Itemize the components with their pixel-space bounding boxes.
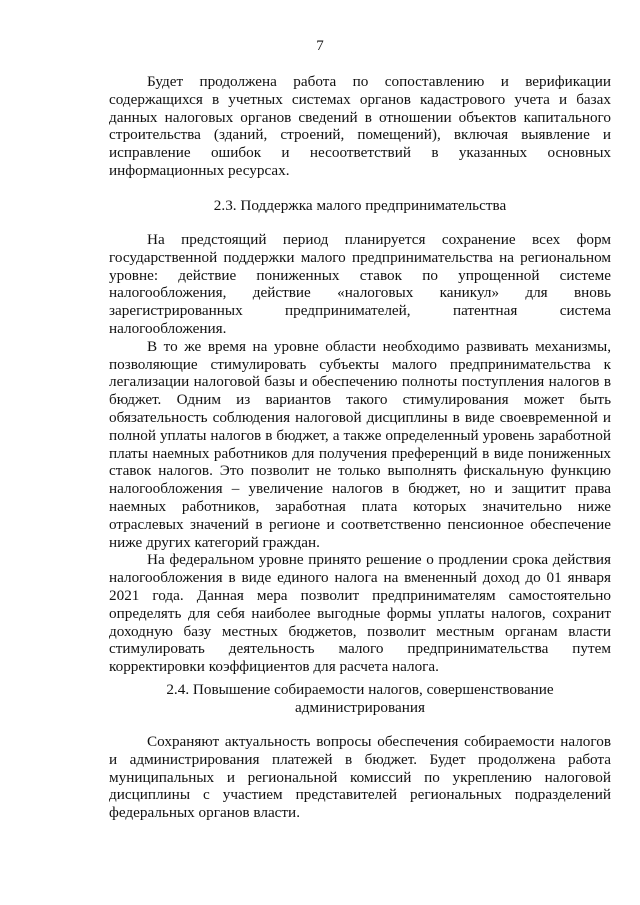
intro-text-block — [109, 73, 611, 180]
section-heading-2-4 — [109, 681, 611, 717]
paragraph: Сохраняют актуальность вопросы обеспечения собираемости налогов и администрирования платежей в бюджет. Будет продолжена работа муниципальных и региональной комиссий по укреплению налоговой дисциплины с участием представителей региональных подразделений федеральных органов власти. — [109, 733, 611, 822]
paragraph: На предстоящий период планируется сохранение всех форм государственной поддержки малого предпринимательства на региональном уровне: действие пониженных ставок по упрощенной системе налогообложения, действие «налоговых каникул» для вновь зарегистрированных предпринимателей, патентная система налогообложения. — [109, 231, 611, 337]
section-2-4-text-block — [109, 733, 611, 822]
section-heading-line: администрирования — [295, 698, 425, 716]
paragraph: На федеральном уровне принято решение о продлении срока действия налогообложения в виде единого налога на вмененный доход до 01 января 2021 года. Данная мера позволит предпринимателям самостоятельно определять для себя наиболее выгодные формы уплаты налогов, сохранит доходную базу местных бюджетов, позволит местным органам власти стимулировать деятельность малого предпринимательства путем корректировки коэффициентов для расчета налога. — [109, 551, 611, 676]
page-number: 7 — [316, 38, 324, 54]
section-heading-line: 2.4. Повышение собираемости налогов, совершенствование — [166, 681, 554, 698]
section-heading-2-3: 2.3. Поддержка малого предпринимательства — [213, 197, 507, 214]
paragraph: В то же время на уровне области необходимо развивать механизмы, позволяющие стимулировать субъекты малого предпринимательства к легализации налоговой базы и обеспечению полноты поступления налогов в бюджет. Одним из вариантов такого стимулирования может быть обязательность соблюдения налоговой дисциплины в виде своевременной и полной уплаты налогов в бюджет, а также определенный уровень заработной платы наемных работников для получения преференций в виде пониженных ставок налогов. Это позволит не только выполнять фискальную функцию налогообложения – увеличение налогов в бюджет, но и защитит права наемных работников, заработная плата которых значительно ниже отраслевых значений в регионе и соответственно пенсионное обеспечение ниже других категорий граждан. — [109, 337, 611, 551]
section-2-3-text-block — [109, 231, 611, 676]
paragraph: Будет продолжена работа по сопоставлению и верификации содержащихся в учетных системах органов кадастрового учета и базах данных налоговых органов сведений в отношении объектов капитального строительства (зданий, строений, помещений), включая выявление и исправление ошибок и несоответствий в указанных основных информационных ресурсах. — [109, 73, 611, 179]
